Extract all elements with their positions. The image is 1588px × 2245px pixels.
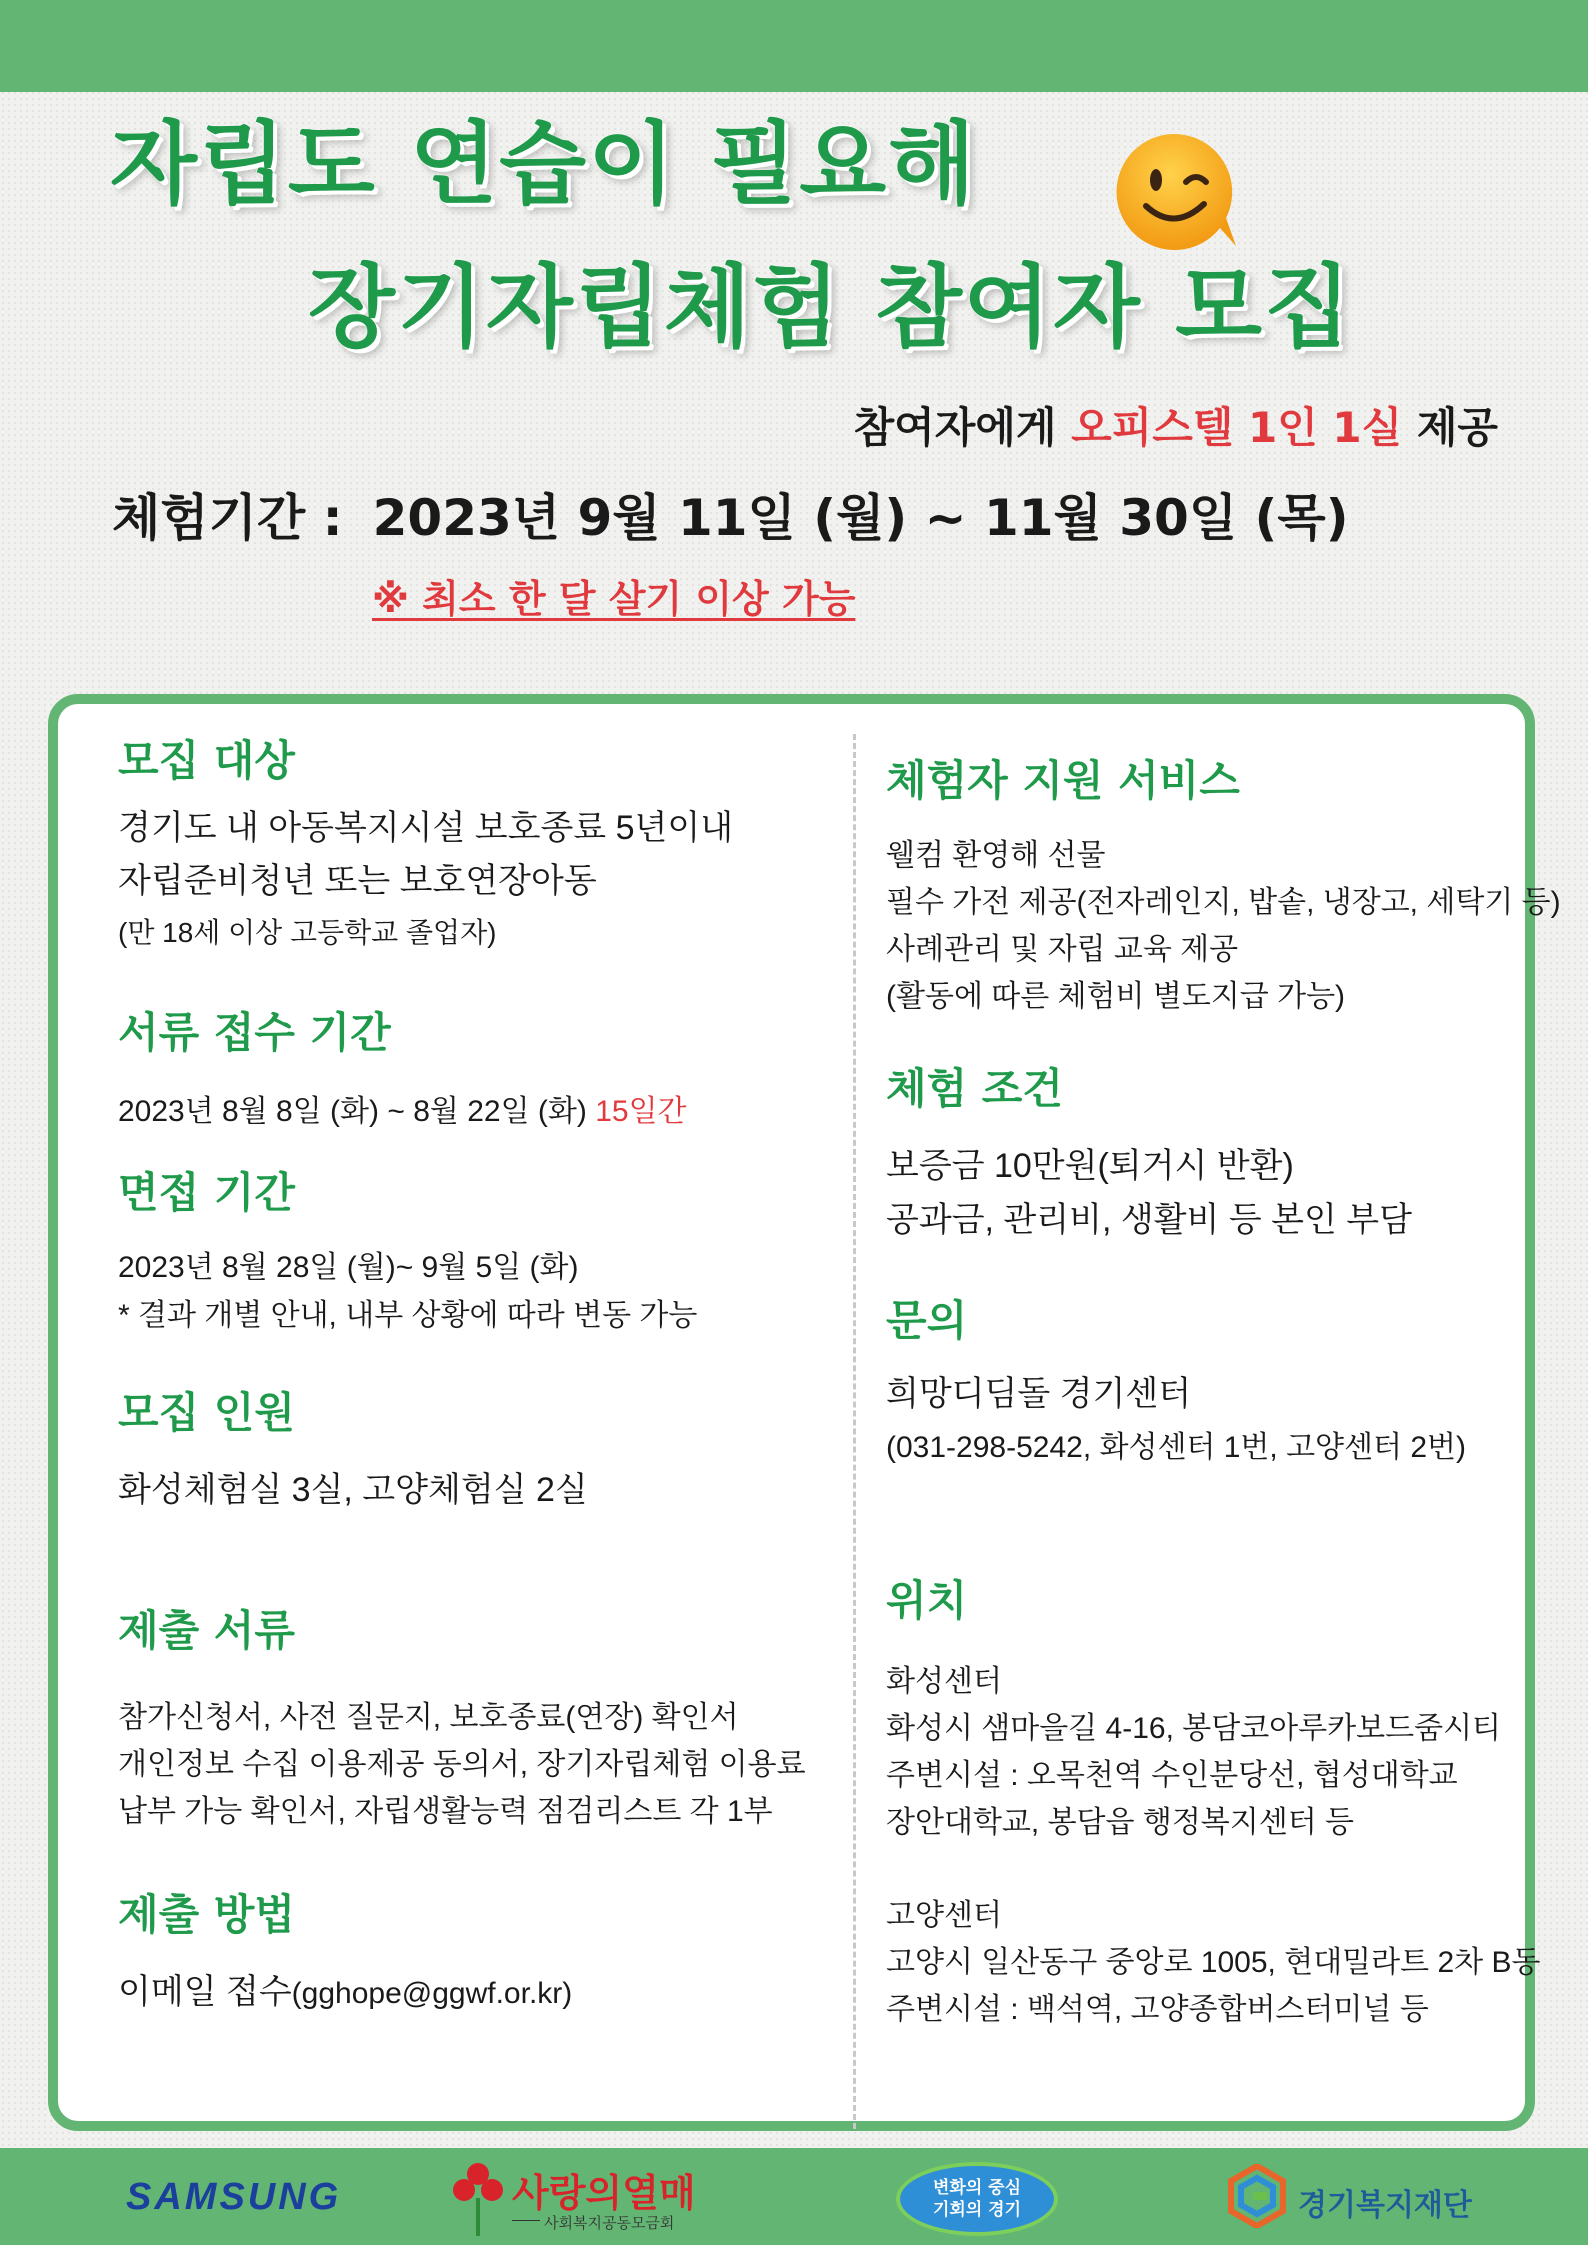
method-label: 이메일 접수 [118,1973,292,2011]
services-line3: 사례관리 및 자립 교육 제공 [886,933,1239,966]
method-value [118,1966,572,2019]
submission-email[interactable]: (gghope@ggwf.or.kr) [291,1977,573,2010]
offer-highlight: 오피스텔 1인 1실 [1071,403,1403,452]
hwaseong-nearby-1: 주변시설 : 오목천역 수인분당선, 협성대학교 [886,1759,1458,1792]
experience-period [112,478,1349,550]
goyang-nearby: 주변시설 : 백석역, 고양종합버스터미널 등 [886,1993,1429,2026]
hwaseong-center-name: 화성센터 [886,1665,1002,1698]
offer-prefix: 참여자에게 [853,403,1057,452]
services-line4: (활동에 따른 체험비 별도지급 가능) [886,980,1346,1013]
interview-line2: * 결과 개별 안내, 내부 상황에 따라 변동 가능 [118,1299,698,1332]
period-value: 2023년 9월 11일 (월) ~ 11월 30일 (목) [372,489,1349,547]
minimum-stay-note: ※ 최소 한 달 살기 이상 가능 [372,577,856,621]
conditions-line1: 보증금 10만원(퇴거시 반환) [886,1147,1294,1185]
documents-line1: 참가신청서, 사전 질문지, 보호종료(연장) 확인서 [118,1701,739,1734]
love-fruit-subtitle: 사회복지공동모금회 [544,2214,675,2232]
top-bar [0,0,1588,92]
hwaseong-center-address: 화성시 샘마을길 4-16, 봉담코아루카보드줌시티 [886,1712,1502,1745]
love-fruit-title: 사랑의열매 [512,2171,696,2215]
love-fruit-icon [452,2162,504,2238]
ggwf-logo [1228,2164,1472,2236]
section-title-documents: 제출 서류 [118,1606,295,1655]
love-fruit-logo [452,2162,696,2238]
documents-line3: 납부 가능 확인서, 자립생활능력 점검리스트 각 1부 [118,1795,773,1828]
period-label: 체험기간 : [112,489,343,547]
section-title-interview: 면접 기간 [118,1168,295,1217]
interview-line1: 2023년 8월 28일 (월)~ 9월 5일 (화) [118,1251,579,1284]
section-title-headcount: 모집 인원 [118,1388,295,1437]
services-line1: 웰컴 환영해 선물 [886,839,1106,872]
headline-line1: 자립도 연습이 필요해 [110,112,978,217]
section-title-services: 체험자 지원 서비스 [886,756,1240,805]
samsung-logo: SAMSUNG [126,2176,342,2218]
target-line2: 자립준비청년 또는 보호연장아동 [118,862,597,900]
section-title-contact: 문의 [886,1296,968,1345]
column-divider [853,734,856,2129]
info-card [48,694,1561,2131]
contact-phone[interactable]: (031-298-5242, 화성센터 1번, 고양센터 2번) [886,1431,1466,1464]
goyang-center-name: 고양센터 [886,1899,1002,1932]
winking-face-speech-bubble-icon [1108,128,1240,260]
slogan-line1: 변화의 중심 [932,2178,1022,2198]
docs-period-dates: 2023년 8월 8일 (화) ~ 8월 22일 (화) [118,1095,587,1128]
headcount-value: 화성체험실 3실, 고양체험실 2실 [118,1471,588,1509]
section-title-conditions: 체험 조건 [886,1064,1063,1113]
docs-period-value [118,1088,687,1135]
ggwf-title: 경기복지재단 [1298,2188,1472,2223]
target-line3: (만 18세 이상 고등학교 졸업자) [118,917,497,948]
docs-period-duration: 15일간 [595,1095,687,1128]
offer-line [854,395,1498,455]
slogan-line2: 기회의 경기 [932,2200,1022,2220]
ggwf-hexagon-icon [1228,2164,1286,2228]
gyeonggi-slogan-logo [896,2162,1058,2236]
section-title-target: 모집 대상 [118,736,295,785]
contact-line1: 희망디딤돌 경기센터 [886,1375,1192,1413]
documents-line2: 개인정보 수집 이용제공 동의서, 장기자립체험 이용료 [118,1748,806,1781]
section-title-docs-period: 서류 접수 기간 [118,1008,391,1057]
section-title-location: 위치 [886,1576,968,1625]
target-line1: 경기도 내 아동복지시설 보호종료 5년이내 [118,809,734,847]
hwaseong-nearby-2: 장안대학교, 봉담읍 행정복지센터 등 [886,1806,1355,1839]
section-title-method: 제출 방법 [118,1890,295,1939]
goyang-center-address: 고양시 일산동구 중앙로 1005, 현대밀라트 2차 B동 [886,1946,1541,1979]
offer-suffix: 제공 [1416,403,1498,452]
services-line2: 필수 가전 제공(전자레인지, 밥솥, 냉장고, 세탁기 등) [886,886,1561,919]
conditions-line2: 공과금, 관리비, 생활비 등 본인 부담 [886,1201,1412,1239]
headline-line2: 장기자립체험 참여자 모집 [308,255,1354,360]
